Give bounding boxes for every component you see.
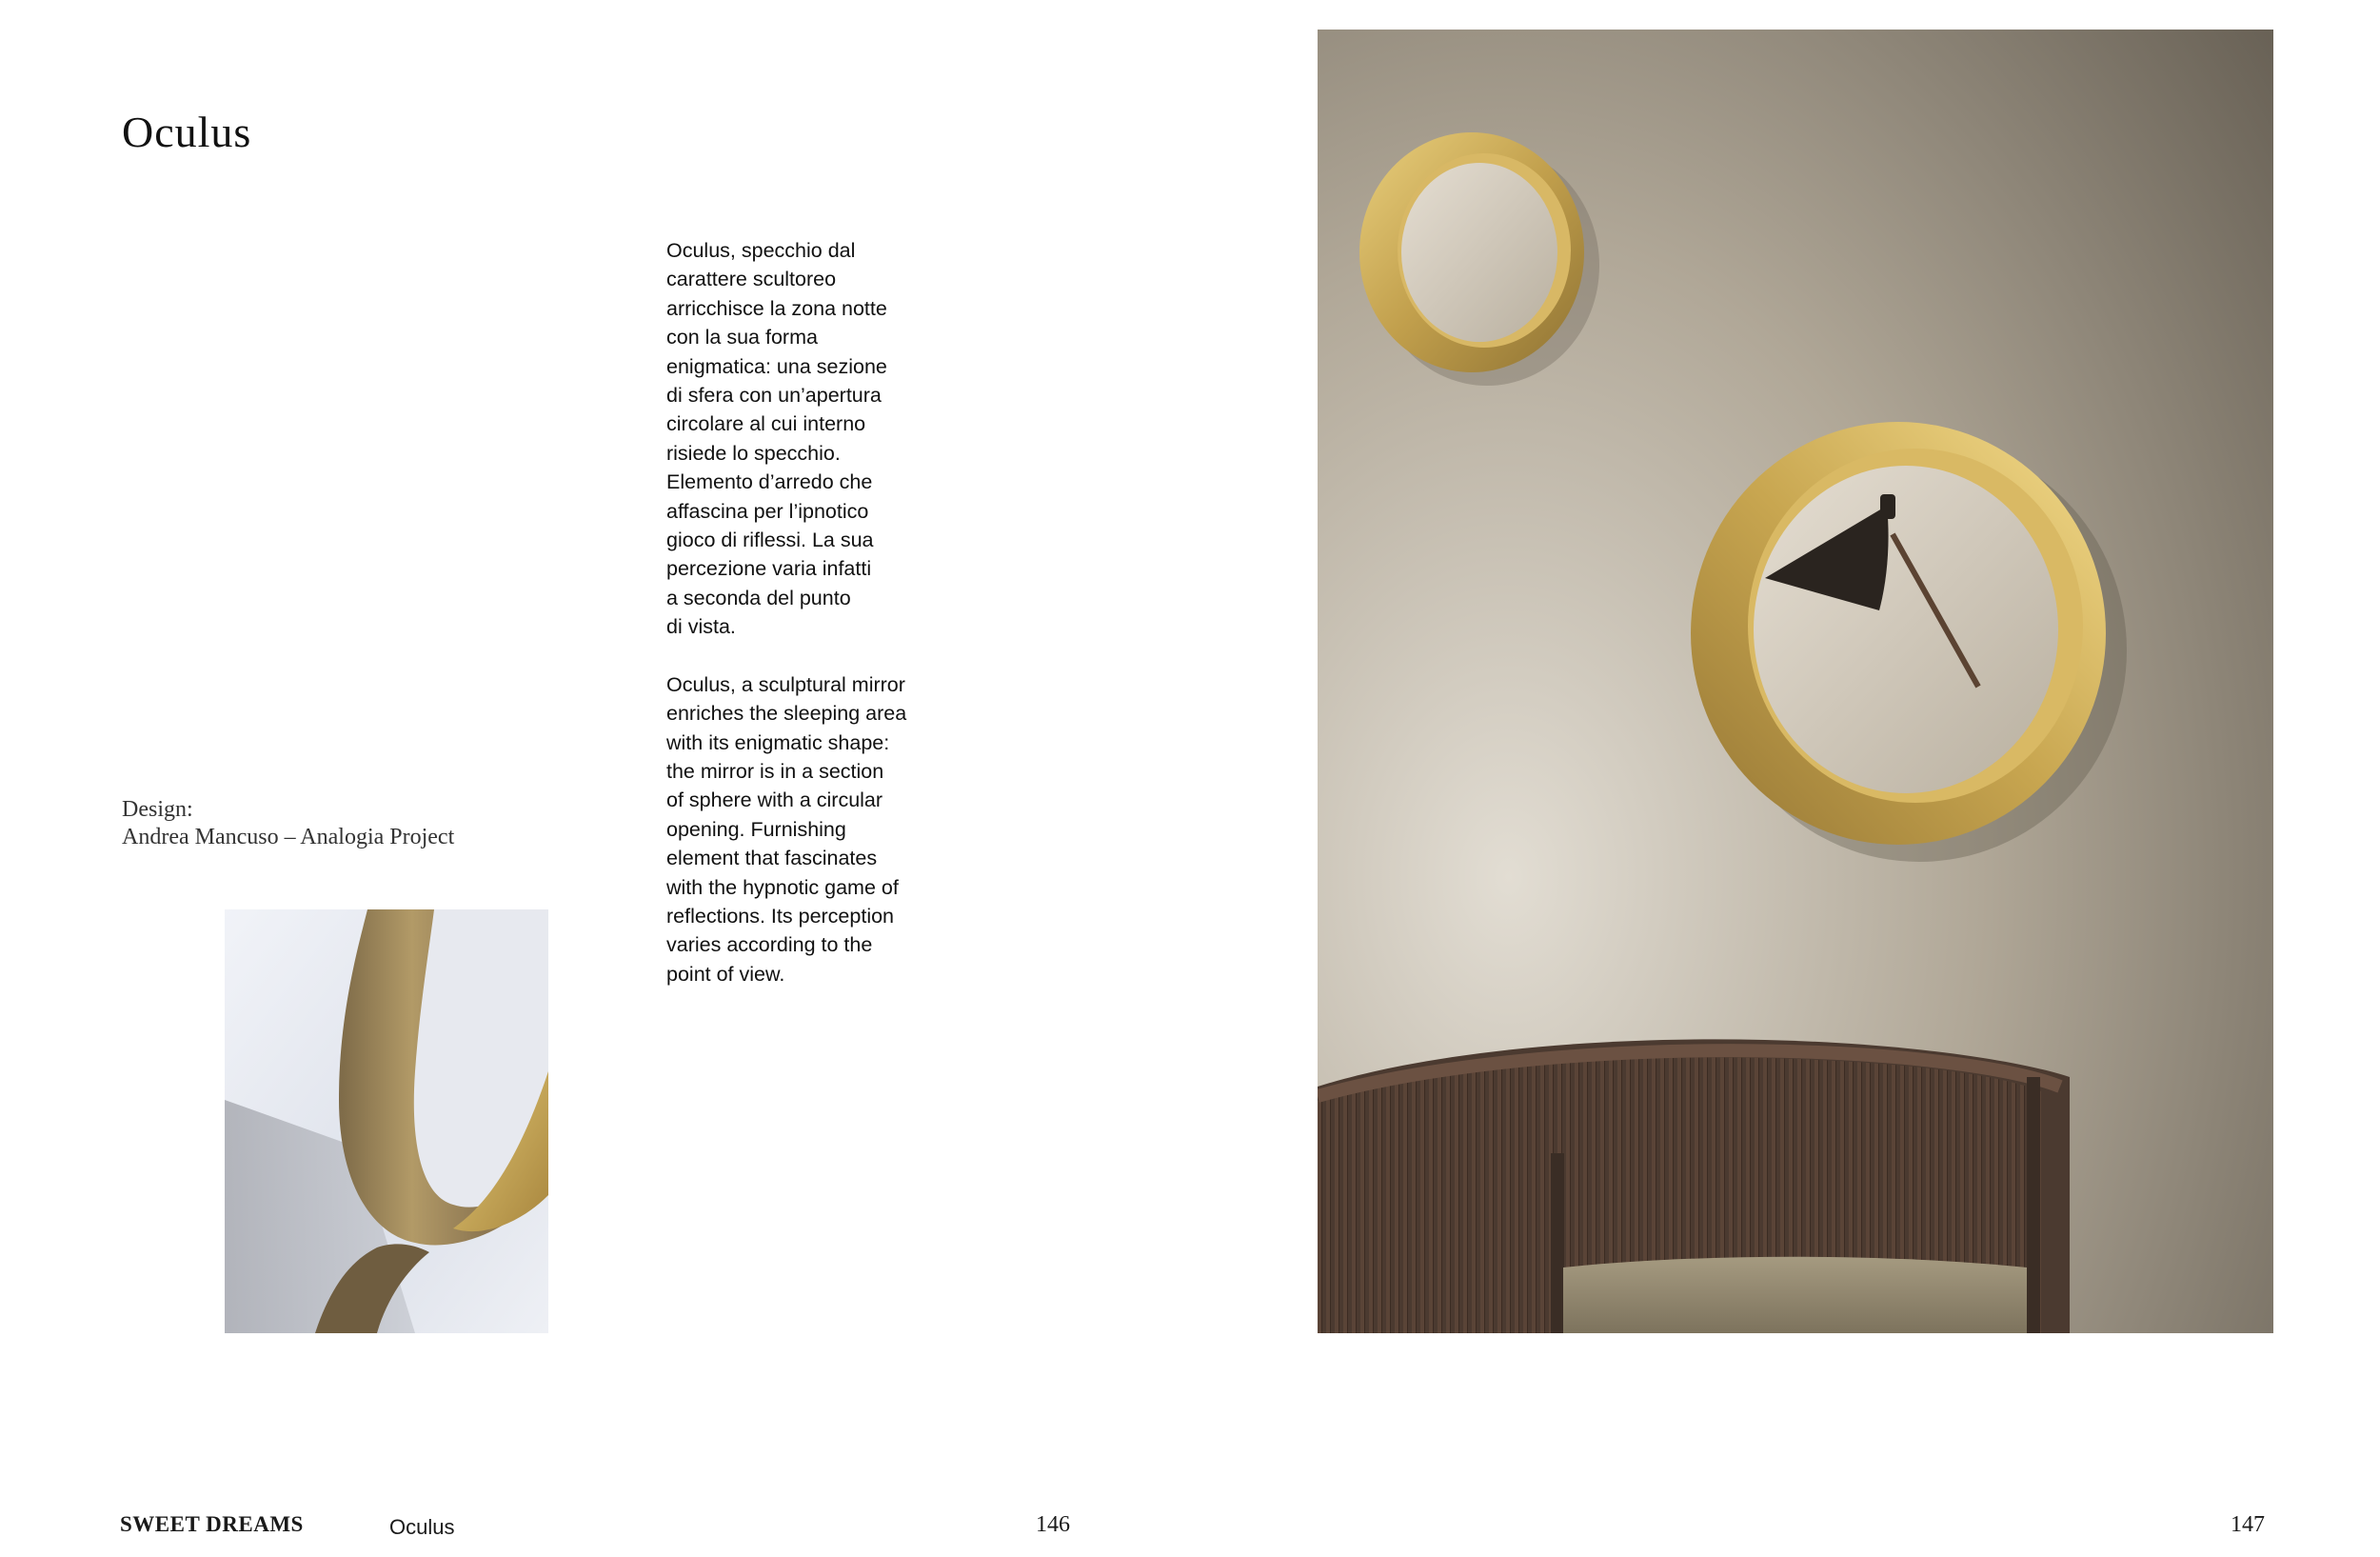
section-name: SWEET DREAMS [120,1512,304,1536]
text-line: risiede lo specchio. [666,441,841,465]
description-english [666,670,952,988]
text-line: gioco di riflessi. La sua [666,529,874,552]
text-line: Elemento d’arredo che [666,470,873,494]
text-line: a seconda del punto [666,586,851,609]
design-credit [122,796,454,851]
description-italian [666,236,952,642]
mirror-detail-photo [225,909,548,1333]
description [666,236,952,988]
text-line: Oculus, a sculptural mirror [666,672,905,696]
interior-photo [1318,30,2273,1333]
page-number-right: 147 [2231,1512,2265,1537]
product-name: Oculus [389,1515,455,1539]
text-line: affascina per l’ipnotico [666,499,869,523]
text-line: varies according to the [666,933,873,957]
text-line: carattere scultoreo [666,268,837,291]
text-line: di vista. [666,615,736,639]
text-line: the mirror is in a section [666,759,884,783]
text-line: point of view. [666,962,785,986]
designer-name: Andrea Mancuso – Analogia Project [122,825,455,849]
text-line: arricchisce la zona notte [666,296,887,320]
text-line: enriches the sleeping area [666,702,907,726]
text-line: element that fascinates [666,847,878,870]
text-line: circolare al cui interno [666,412,866,436]
text-line: with the hypnotic game of [666,875,899,899]
text-line: of sphere with a circular [666,788,883,812]
text-line: enigmatica: una sezione [666,354,887,378]
text-line: with its enigmatic shape: [666,730,890,754]
text-line: Oculus, specchio dal [666,239,856,262]
text-line: con la sua forma [666,326,818,349]
text-line: reflections. Its perception [666,904,895,928]
page-number-left: 146 [1036,1512,1070,1537]
page-title: Oculus [122,108,252,156]
text-line: di sfera con un’apertura [666,384,882,408]
text-line: opening. Furnishing [666,817,846,841]
design-label: Design: [122,797,193,822]
text-line: percezione varia infatti [666,557,872,581]
